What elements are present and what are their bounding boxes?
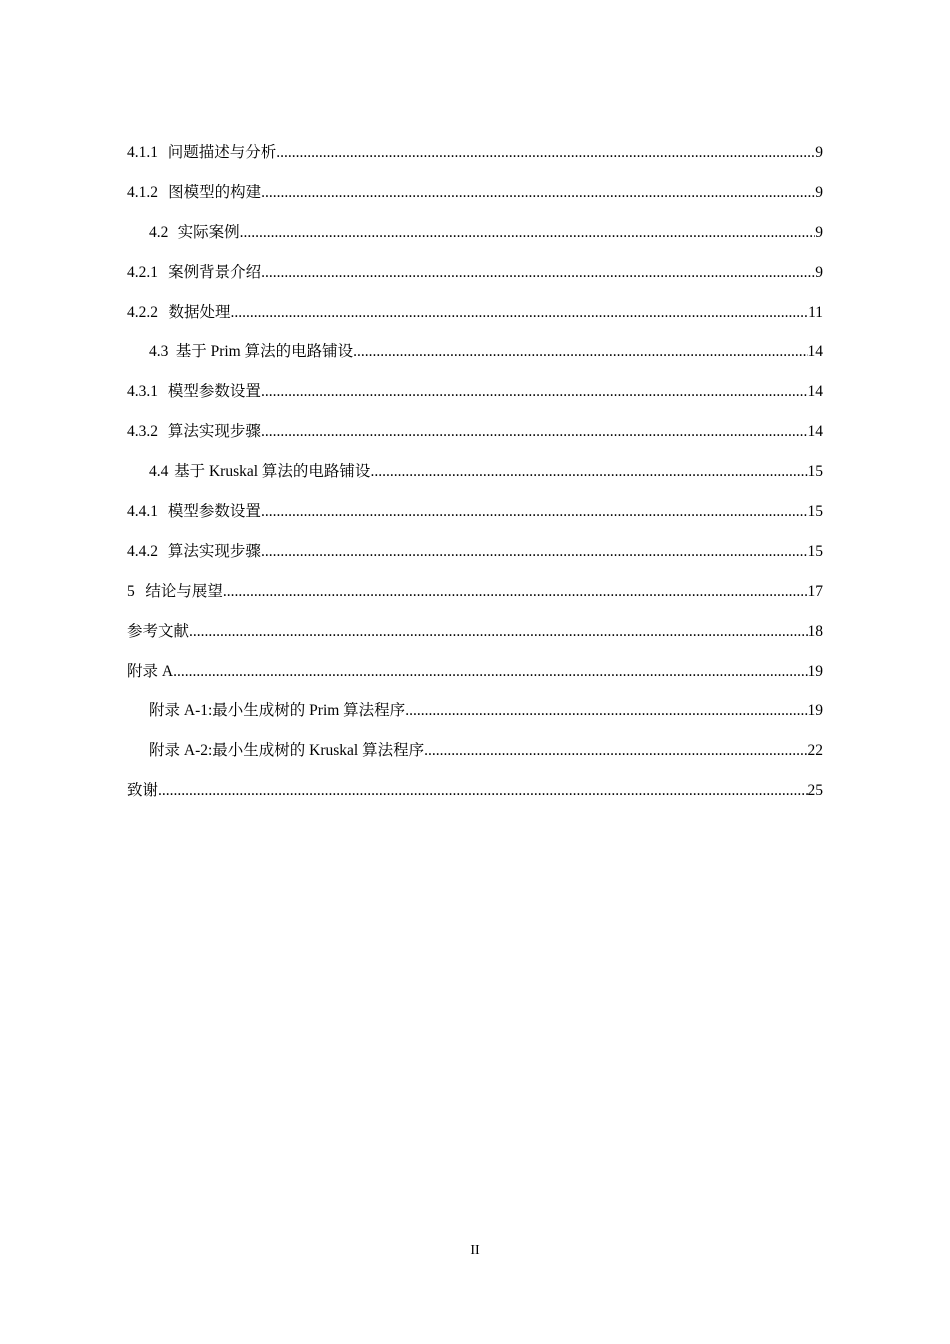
toc-entry-page: 15: [807, 542, 823, 560]
toc-entry-number: 4.3.1: [127, 383, 158, 401]
toc-entry-title: 基于 Kruskal 算法的电路铺设: [174, 463, 371, 481]
toc-entry[interactable]: [127, 660, 823, 700]
toc-entry-page: 14: [807, 383, 823, 401]
toc-entry[interactable]: [127, 181, 823, 221]
toc-entry[interactable]: [127, 779, 823, 819]
toc-entry-number: 4.3: [149, 343, 169, 361]
toc-dot-leader: [261, 181, 815, 205]
toc-entry-page: 22: [807, 742, 823, 760]
toc-dot-leader: [231, 301, 809, 325]
table-of-contents: [127, 141, 823, 819]
toc-entry[interactable]: [127, 420, 823, 460]
toc-entry-page: 15: [807, 503, 823, 521]
toc-entry-title: 参考文献: [127, 622, 190, 640]
toc-entry-number: 4.4: [149, 463, 169, 481]
toc-entry[interactable]: [127, 540, 823, 580]
toc-dot-leader: [261, 540, 808, 564]
toc-entry-page: 9: [815, 223, 823, 241]
toc-entry[interactable]: [127, 460, 823, 500]
toc-entry-page: 17: [807, 582, 823, 600]
toc-entry[interactable]: [127, 340, 823, 380]
toc-entry-title: 案例背景介绍: [168, 263, 262, 281]
toc-entry-number: 4.3.2: [127, 423, 158, 441]
toc-dot-leader: [158, 779, 807, 803]
toc-entry-title: 结论与展望: [145, 582, 223, 600]
toc-entry-title: 附录 A: [127, 662, 174, 680]
toc-entry-title: 模型参数设置: [167, 503, 261, 521]
toc-dot-leader: [276, 141, 815, 165]
toc-dot-leader: [405, 699, 807, 723]
toc-entry-number: 4.1.1: [127, 144, 158, 161]
toc-dot-leader: [370, 460, 807, 484]
toc-entry-title: 致谢: [127, 782, 159, 800]
toc-entry[interactable]: [127, 500, 823, 540]
toc-entry-title: 附录 A-1:最小生成树的 Prim 算法程序: [149, 702, 406, 720]
toc-entry-number: 4.4.1: [127, 503, 158, 521]
toc-entry-page: 11: [808, 303, 823, 321]
toc-entry-page: 19: [807, 662, 823, 680]
toc-entry-page: 25: [807, 782, 823, 800]
toc-entry[interactable]: [127, 261, 823, 301]
toc-entry-number: 4.4.2: [127, 542, 158, 560]
toc-entry-number: 4.1.2: [127, 183, 158, 201]
toc-entry-page: 14: [807, 423, 823, 441]
toc-entry[interactable]: [127, 141, 823, 181]
toc-entry[interactable]: [127, 580, 823, 620]
toc-entry-number: 5: [127, 582, 135, 600]
toc-entry-number: 4.2.2: [127, 303, 158, 321]
toc-entry[interactable]: [127, 739, 823, 779]
toc-entry-number: 4.2.1: [127, 263, 158, 281]
toc-entry-page: 9: [815, 263, 823, 281]
toc-entry-title: 数据处理: [168, 303, 231, 321]
toc-entry-title: 算法实现步骤: [167, 542, 261, 560]
toc-entry-title: 图模型的构建: [168, 183, 262, 201]
toc-dot-leader: [261, 261, 815, 285]
toc-entry-title: 问题描述与分析: [167, 144, 277, 161]
toc-entry-page: 9: [815, 183, 823, 201]
toc-entry[interactable]: [127, 620, 823, 660]
toc-entry-page: 14: [807, 343, 823, 361]
toc-entry-page: 19: [807, 702, 823, 720]
toc-entry-number: 4.2: [149, 223, 169, 241]
toc-entry-title: 实际案例: [177, 223, 240, 241]
toc-dot-leader: [240, 221, 816, 245]
toc-entry-title: 模型参数设置: [167, 383, 261, 401]
toc-entry[interactable]: [127, 221, 823, 261]
toc-entry-page: 18: [807, 622, 823, 640]
toc-entry[interactable]: [127, 301, 823, 341]
toc-entry[interactable]: [127, 699, 823, 739]
toc-dot-leader: [353, 340, 807, 364]
toc-dot-leader: [173, 660, 807, 684]
toc-dot-leader: [189, 620, 807, 644]
toc-entry-title: 附录 A-2:最小生成树的 Kruskal 算法程序: [149, 742, 425, 760]
toc-dot-leader: [261, 380, 808, 404]
toc-dot-leader: [261, 500, 808, 524]
toc-entry[interactable]: [127, 380, 823, 420]
toc-entry-title: 算法实现步骤: [167, 423, 261, 441]
toc-entry-page: 9: [815, 144, 823, 161]
toc-entry-title: 基于 Prim 算法的电路铺设: [175, 343, 354, 361]
toc-entry-page: 15: [807, 463, 823, 481]
page-number: II: [470, 1243, 480, 1258]
toc-dot-leader: [223, 580, 808, 604]
toc-dot-leader: [424, 739, 807, 763]
toc-dot-leader: [261, 420, 808, 444]
